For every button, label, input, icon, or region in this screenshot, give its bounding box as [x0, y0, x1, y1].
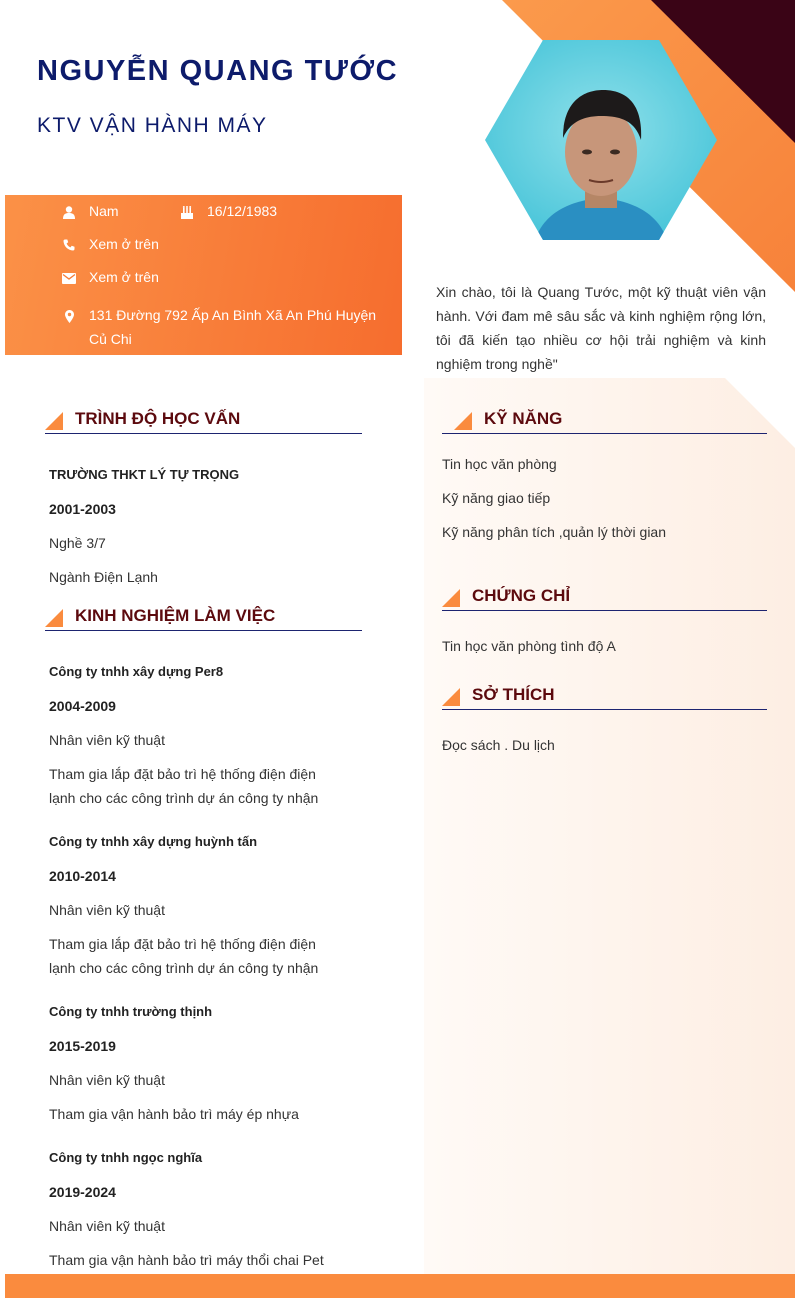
job-position: Nhân viên kỹ thuật	[49, 1218, 165, 1234]
phone-row	[61, 236, 159, 256]
skill-item: Tin học văn phòng	[442, 456, 557, 472]
job-description: Tham gia vận hành bảo trì máy ép nhựa	[49, 1106, 299, 1122]
certificate-item: Tin học văn phòng tình độ A	[442, 638, 616, 654]
birthday-row	[179, 203, 277, 223]
birthday-text: 16/12/1983	[207, 203, 278, 219]
right-column-background	[424, 378, 795, 1274]
education-heading	[45, 408, 362, 434]
job-description: Tham gia lắp đặt bảo trì hệ thống điện điện lạnh cho các công trình dự án công ty nhận	[49, 766, 319, 806]
resume-page	[5, 0, 795, 1298]
envelope-icon	[61, 270, 77, 286]
triangle-icon	[454, 412, 472, 430]
about-text: Xin chào, tôi là Quang Tước, một kỹ thuật viên vận hành. Với đam mê sâu sắc và kinh nghiệm rộng lớn, tôi đã kiến tạo nhiều cơ hội trải nghiệm và kinh nghiệm trong nghề"	[436, 284, 766, 372]
job-period: 2004-2009	[49, 698, 116, 714]
triangle-icon	[45, 609, 63, 627]
education-school: TRƯỜNG THKT LÝ TỰ TRỌNG	[49, 467, 240, 482]
triangle-icon	[442, 688, 460, 706]
job-position: Nhân viên kỹ thuật	[49, 732, 165, 748]
job-description: Tham gia lắp đặt bảo trì hệ thống điện điện lạnh cho các công trình dự án công ty nhận	[49, 936, 319, 976]
user-icon	[61, 204, 77, 220]
education-period: 2001-2003	[49, 501, 116, 517]
email-text: Xem ở trên	[89, 269, 159, 285]
job-position: Nhân viên kỹ thuật	[49, 1072, 165, 1088]
job-title: KTV VẬN HÀNH MÁY	[37, 114, 268, 137]
phone-icon	[61, 237, 77, 253]
phone-text: Xem ở trên	[89, 236, 159, 252]
job-company: Công ty tnhh trường thịnh	[49, 1004, 213, 1019]
education-heading-label: TRÌNH ĐỘ HỌC VẤN	[75, 409, 241, 428]
skill-item: Kỹ năng phân tích ,quản lý thời gian	[442, 524, 666, 540]
hobbies-heading	[442, 684, 767, 710]
skill-item: Kỹ năng giao tiếp	[442, 490, 551, 506]
experience-heading-label: KINH NGHIỆM LÀM VIỆC	[75, 606, 276, 625]
skills-heading-label: KỸ NĂNG	[484, 409, 563, 428]
contact-panel	[5, 195, 402, 355]
hobbies-heading-label: SỞ THÍCH	[472, 685, 555, 704]
hobbies-text: Đọc sách . Du lịch	[442, 737, 555, 753]
job-period: 2015-2019	[49, 1038, 116, 1054]
triangle-icon	[442, 589, 460, 607]
bottom-bar	[5, 1274, 795, 1298]
address-row	[61, 307, 391, 351]
job-period: 2010-2014	[49, 868, 116, 884]
candidate-name: NGUYỄN QUANG TƯỚC	[37, 55, 399, 87]
email-row	[61, 269, 159, 289]
job-period: 2019-2024	[49, 1184, 116, 1200]
job-company: Công ty tnhh xây dựng huỳnh tấn	[49, 834, 258, 849]
gender-row	[61, 203, 119, 223]
job-company: Công ty tnhh ngọc nghĩa	[49, 1150, 203, 1165]
certificates-heading-label: CHỨNG CHỈ	[472, 586, 571, 605]
skills-heading	[442, 408, 767, 434]
experience-heading	[45, 605, 362, 631]
gender-text: Nam	[89, 203, 119, 219]
job-description: Tham gia vận hành bảo trì máy thổi chai Pet	[49, 1252, 324, 1268]
education-major: Ngành Điện Lạnh	[49, 569, 158, 585]
birthday-cake-icon	[179, 204, 195, 220]
education-level: Nghề 3/7	[49, 535, 106, 551]
certificates-heading	[442, 585, 767, 611]
map-marker-icon	[61, 308, 77, 324]
triangle-icon	[45, 412, 63, 430]
job-company: Công ty tnhh xây dựng Per8	[49, 664, 224, 679]
job-position: Nhân viên kỹ thuật	[49, 902, 165, 918]
address-text: 131 Đường 792 Ấp An Bình Xã An Phú Huyện Củ Chi	[89, 307, 377, 347]
